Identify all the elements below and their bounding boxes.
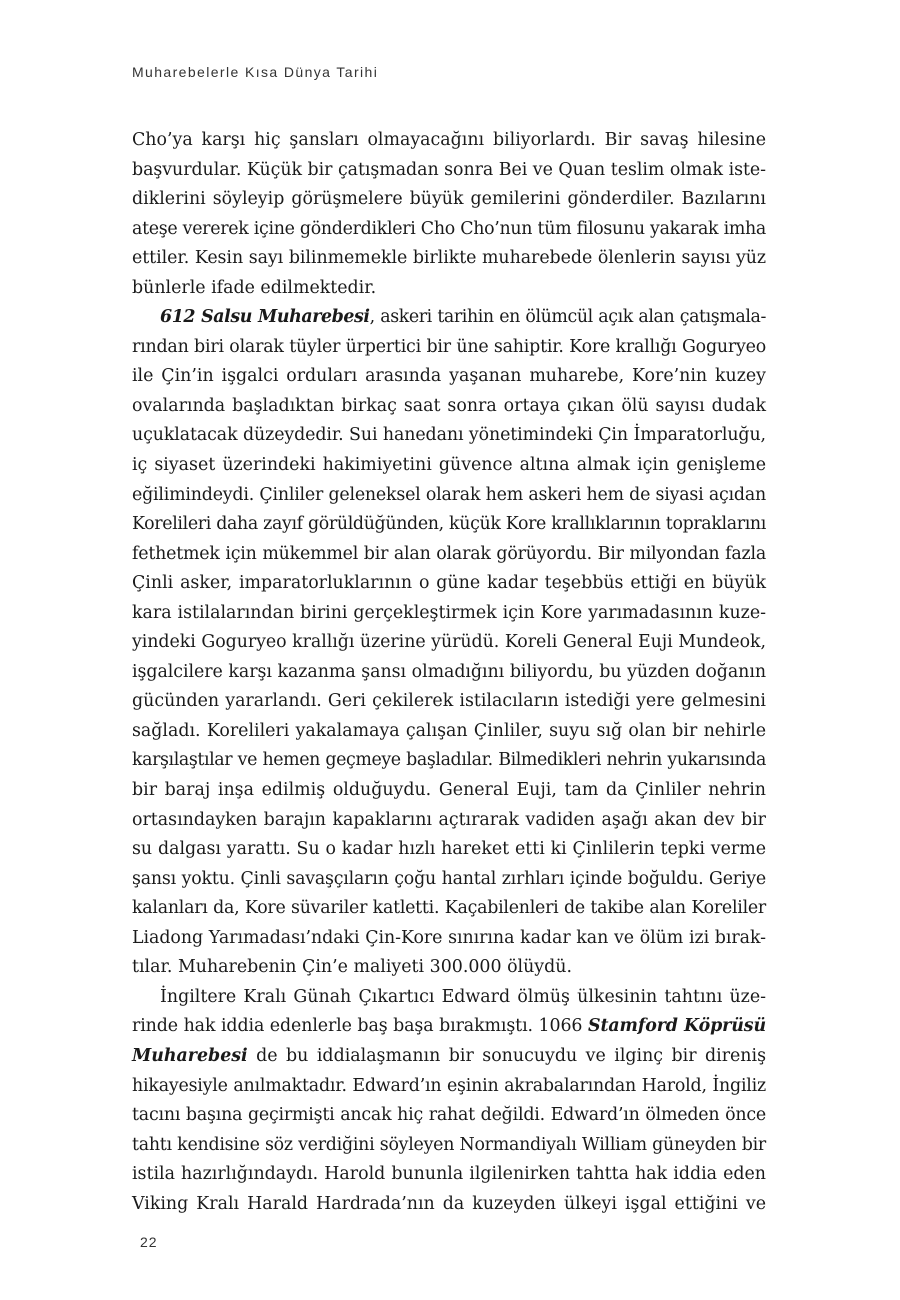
text-line: ovalarında başladıktan birkaç saat sonra ortaya çıkan ölü sayısı dudak: [132, 395, 766, 416]
text-fragment: , askeri tarihin en ölümcül açık alan çatışmala-: [369, 307, 766, 328]
text-line: eğilimindeydi. Çinliler geleneksel olarak hem askeri hem de siyasi açıdan: [132, 484, 766, 505]
text-line: şansı yoktu. Çinli savaşçıların çoğu hantal zırhları içinde boğuldu. Geriye: [132, 868, 766, 889]
text-line: işgalcilere karşı kazanma şansı olmadığını biliyordu, bu yüzden doğanın: [132, 661, 766, 682]
text-line: ettiler. Kesin sayı bilinmemekle birlikte muharebede ölenlerin sayısı yüz: [132, 248, 766, 269]
text-line: [132, 1042, 766, 1072]
text-line: Korelileri daha zayıf görüldüğünden, küçük Kore krallıklarının topraklarını: [132, 514, 766, 535]
text-line: sağladı. Korelileri yakalamaya çalışan Çinliler, suyu sığ olan bir nehirle: [132, 720, 766, 741]
text-line: diklerini söyleyip görüşmelere büyük gemilerini gönderdiler. Bazılarını: [132, 189, 766, 210]
text-line: Viking Kralı Harald Hardrada’nın da kuzeyden ülkeyi işgal ettiğini ve: [132, 1193, 766, 1214]
text-line: tahtı kendisine söz verdiğini söyleyen Normandiyalı William güneyden bir: [132, 1134, 766, 1155]
text-line: Liadong Yarımadası’ndaki Çin-Kore sınırına kadar kan ve ölüm izi bırak-: [132, 927, 766, 948]
text-line: yindeki Goguryeo krallığı üzerine yürüdü. Koreli General Euji Mundeok,: [132, 632, 766, 653]
body-text: [132, 126, 766, 1219]
text-line: kara istilalarından birini gerçekleştirmek için Kore yarımadasının kuze-: [132, 602, 766, 623]
paragraph-2: [132, 303, 766, 983]
text-fragment: de bu iddialaşmanın bir sonucuydu ve ilginç bir direniş: [247, 1045, 766, 1066]
text-line: iç siyaset üzerindeki hakimiyetini güvence altına almak için genişleme: [132, 455, 766, 476]
text-line: İngiltere Kralı Günah Çıkartıcı Edward ölmüş ülkesinin tahtını üze-: [160, 986, 766, 1007]
text-line: kalanları da, Kore süvariler katletti. Kaçabilenleri de takibe alan Koreliler: [132, 898, 766, 919]
text-line: su dalgası yarattı. Su o kadar hızlı hareket etti ki Çinlilerin tepki verme: [132, 839, 766, 860]
text-line: Çinli asker, imparatorluklarının o güne kadar teşebbüs ettiği en büyük: [132, 573, 766, 594]
text-line: tılar. Muharebenin Çin’e maliyeti 300.000 ölüydü.: [132, 957, 572, 978]
text-line: bir baraj inşa edilmiş olduğuydu. General Euji, tam da Çinliler nehrin: [132, 780, 766, 801]
text-line: gücünden yararlandı. Geri çekilerek istilacıların istediği yere gelmesini: [132, 691, 766, 712]
text-line: bünlerle ifade edilmektedir.: [132, 277, 377, 298]
battle-title-salsu: 612 Salsu Muharebesi: [160, 307, 370, 328]
text-line: hikayesiyle anılmaktadır. Edward’ın eşinin akrabalarından Harold, İngiliz: [132, 1075, 766, 1096]
running-title: Muharebelerle Kısa Dünya Tarihi: [132, 64, 379, 80]
text-line: karşılaştılar ve hemen geçmeye başladılar. Bilmedikleri nehrin yukarısında: [132, 750, 766, 771]
text-line: [132, 1012, 766, 1042]
text-line: istila hazırlığındaydı. Harold bununla ilgilenirken tahtta hak iddia eden: [132, 1164, 766, 1185]
text-line: uçuklatacak düzeydedir. Sui hanedanı yönetimindeki Çin İmparatorluğu,: [132, 425, 766, 446]
text-line: Cho’ya karşı hiç şansları olmayacağını biliyorlardı. Bir savaş hilesine: [132, 130, 766, 150]
battle-title-stamford-part2: Muharebesi: [132, 1045, 248, 1066]
text-line: tacını başına geçirmişti ancak hiç rahat değildi. Edward’ın ölmeden önce: [132, 1105, 766, 1126]
paragraph-3: [132, 983, 766, 1219]
page-number: 22: [140, 1234, 158, 1250]
battle-title-stamford-part1: Stamford Köprüsü: [587, 1016, 766, 1037]
text-line: başvurdular. Küçük bir çatışmadan sonra Bei ve Quan teslim olmak iste-: [132, 159, 766, 180]
text-line: ateşe vererek içine gönderdikleri Cho Cho’nun tüm filosunu yakarak imha: [132, 218, 766, 239]
paragraph-1: [132, 126, 766, 303]
text-line: fethetmek için mükemmel bir alan olarak görüyordu. Bir milyondan fazla: [132, 543, 766, 564]
text-line: ile Çin’in işgalci orduları arasında yaşanan muharebe, Kore’nin kuzey: [132, 366, 766, 387]
text-line: ortasındayken barajın kapaklarını açtırarak vadiden aşağı akan dev bir: [132, 809, 766, 830]
text-line: rından biri olarak tüyler ürpertici bir üne sahiptir. Kore krallığı Goguryeo: [132, 336, 766, 357]
text-fragment: rinde hak iddia edenlerle baş başa bırakmıştı. 1066: [132, 1016, 588, 1037]
text-line: [132, 303, 766, 333]
